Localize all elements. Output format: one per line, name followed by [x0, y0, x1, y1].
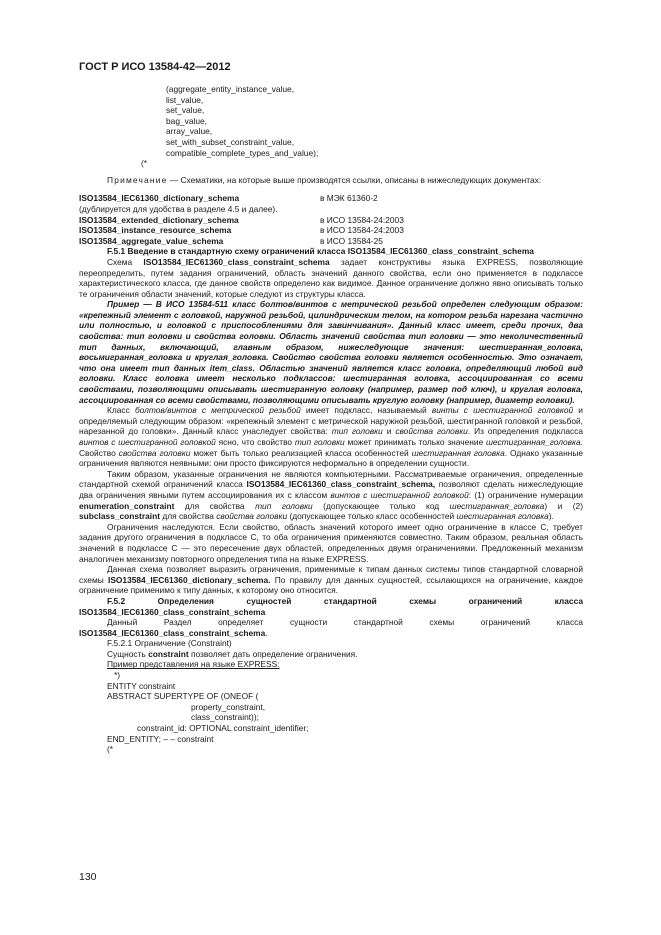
paragraph: Данная схема позволяет выразить ограничения, применимые к типам данных системы типов стандартной словарной схемы ISO13584_IEC61360_dictionary_schema. По правилу для данных сущностей, ссылающихся на ограничение, каждое ограничение применимо к типу данных, к которому оно относится. — [79, 564, 583, 596]
reference-row — [79, 236, 583, 247]
reference-row — [79, 204, 583, 215]
paragraph: Данный Раздел определяет сущности стандартной схемы ограничений класса ISO13584_IEC61360_class_constraint_schema. — [79, 617, 583, 638]
reference-name: ISO13584_IEC61360_dictionary_schema — [79, 193, 240, 204]
example-paragraph: Пример — В ИСО 13584-511 класс болтов/винтов с метрической резьбой определен следующим образом: «крепежный элемент с головкой, наружной резьбой, цилиндрическим телом, на котором резьба нарезана частично или полностью, и головкой с приспособлениями для завинчивания». Данный класс имеет, среди прочих, два свойства: тип головки и свойства головки. Область значений свойства тип головки — это неколичественный тип данных, включающий, главным образом, нижеследующие значения: шестигранная_головка, восьмигранная_головка и круглая_головка. Свойство свойства головки является особенностью. Это означает, что она имеет тип данных item_class. Областью значений является класс головка, определяющий любой вид головки. Класс головка имеет несколько подклассов: шестигранная головка, ассоциированная со всеми свойствами, позволяющими описывать шестигранную головку (например, размер под ключ), и круглая головка, ассоциированная со всеми свойствами, позволяющими описывать круглую головку (например, диаметр головки). — [79, 299, 583, 405]
code-line: *) — [114, 670, 121, 681]
reference-doc: в ИСО 13584-24:2003 — [320, 214, 404, 225]
reference-row — [79, 225, 583, 236]
section-heading-f52: F.5.2 Определения сущностей стандартной схемы ограничений класса ISO13584_IEC61360_class_constraint_schema — [79, 595, 583, 617]
paragraph: Ограничения наследуются. Если свойство, область значений которого имеет одно ограничение в классе С, требует задания другого ограничения в подклассе С, то оба ограничения применяются совместно. Таким образом, реальная область значений в подклассе С — это пересечение двух областей, определенных двумя ограничениями. Предложенный механизм аналогичен механизму повторного определения типа на языке EXPRESS. — [79, 521, 583, 564]
example-label: Пример представления на языке EXPRESS: — [107, 659, 280, 670]
note-label: Примечание — [107, 174, 168, 185]
reference-doc: в ИСО 13584-25 — [320, 235, 383, 246]
code-block-top — [79, 84, 583, 158]
reference-row — [79, 215, 583, 226]
reference-name: ISO13584_extended_dictionary_schema — [79, 214, 239, 225]
code-close: (* — [141, 158, 148, 169]
note-text: — Схематики, на которые выше производятся ссылки, описаны в нижеследующих документах: — [167, 174, 542, 185]
reference-doc: в ИСО 13584-24:2003 — [320, 225, 404, 236]
code-line: bag_value, — [166, 115, 207, 126]
code-line: property_constraint, — [191, 701, 266, 712]
reference-table — [79, 193, 583, 246]
code-line: ABSTRACT SUPERTYPE OF (ONEOF ( — [107, 691, 259, 702]
code-line: class_constraint)); — [191, 712, 259, 723]
reference-doc: в МЭК 61360-2 — [320, 193, 378, 204]
paragraph: Схема ISO13584_IEC61360_class_constraint_schema задает конструктивы языка EXPRESS, позволяющие переопределить, путем задания ограничений, область значений данного свойства, если оно применяется в подклассе характеристического класса, где данное свойств определено как видимое. Данное ограничение должно явно описывать только те ограничения области значений, которые следуют из структуры класса. — [79, 256, 583, 299]
code-line: (* — [107, 744, 114, 755]
note-paragraph — [79, 175, 583, 186]
code-line: set_value, — [166, 105, 205, 116]
page-header: ГОСТ Р ИСО 13584-42—2012 — [79, 61, 231, 73]
reference-row — [79, 193, 583, 204]
code-line: END_ENTITY; – – constraint — [107, 733, 214, 744]
paragraph: Сущность constraint позволяет дать определение ограничения. — [107, 648, 358, 659]
code-line: list_value, — [166, 94, 204, 105]
reference-comment: (дублируется для удобства в разделе 4.5 и далее). — [79, 203, 278, 214]
code-line: set_with_subset_constraint_value, — [166, 136, 295, 147]
code-block-entity — [79, 670, 583, 755]
paragraph: Класс болтов/винтов с метрической резьбой имеет подкласс, называемый винты с шестигранной головкой и определяемый следующим образом: «крепежный элемент с метрической наружной резьбой, шестигранной головкой и резьбой, нарезанной до головки». Данный класс унаследует свойства: тип головки и свойства головки. Из определения подкласса винтов с шестигранной головкой ясно, что свойство тип головки может принимать только значение шестигранная_головка. Свойство свойства головки может быть только реализацией класса особенностей шестигранная головка. Однако указанные ограничения являются неявными: они просто фиксируются неформально в определении сущности. — [79, 405, 584, 469]
code-line: array_value, — [166, 126, 213, 137]
code-line: compatible_complete_types_and_value); — [166, 147, 319, 158]
section-heading-f51: F.5.1 Введение в стандартную схему ограничений класса ISO13584_IEC61360_class_constraint_schema — [107, 246, 534, 257]
reference-name: ISO13584_instance_resource_schema — [79, 225, 232, 236]
paragraph: Таким образом, указанные ограничения не являются компьютерными. Рассматриваемые ограничения, определенные стандартной схемой ограничений класса ISO13584_IEC61360_class_constraint_schema, позволяют сделать нижеследующие два ограничения явными путем ассоциирования их с классом винтов с шестигранной головкой: (1) ограничение нумерации enumeration_constraint для свойства тип головки (допускающее только код шестигранная_головка) и (2) subclass_constraint для свойства свойства головки (допускающее только класс особенностей шестигранная головка). — [79, 468, 583, 522]
page-body — [79, 84, 583, 755]
code-line: constraint_id: OPTIONAL constraint_identifier; — [137, 723, 309, 734]
code-line: ENTITY constraint — [107, 680, 176, 691]
code-line: (aggregate_entity_instance_value, — [166, 84, 295, 94]
reference-name: ISO13584_aggregate_value_schema — [79, 235, 224, 246]
subsection-heading: F.5.2.1 Ограничение (Constraint) — [107, 638, 232, 649]
page-number: 130 — [79, 871, 97, 883]
